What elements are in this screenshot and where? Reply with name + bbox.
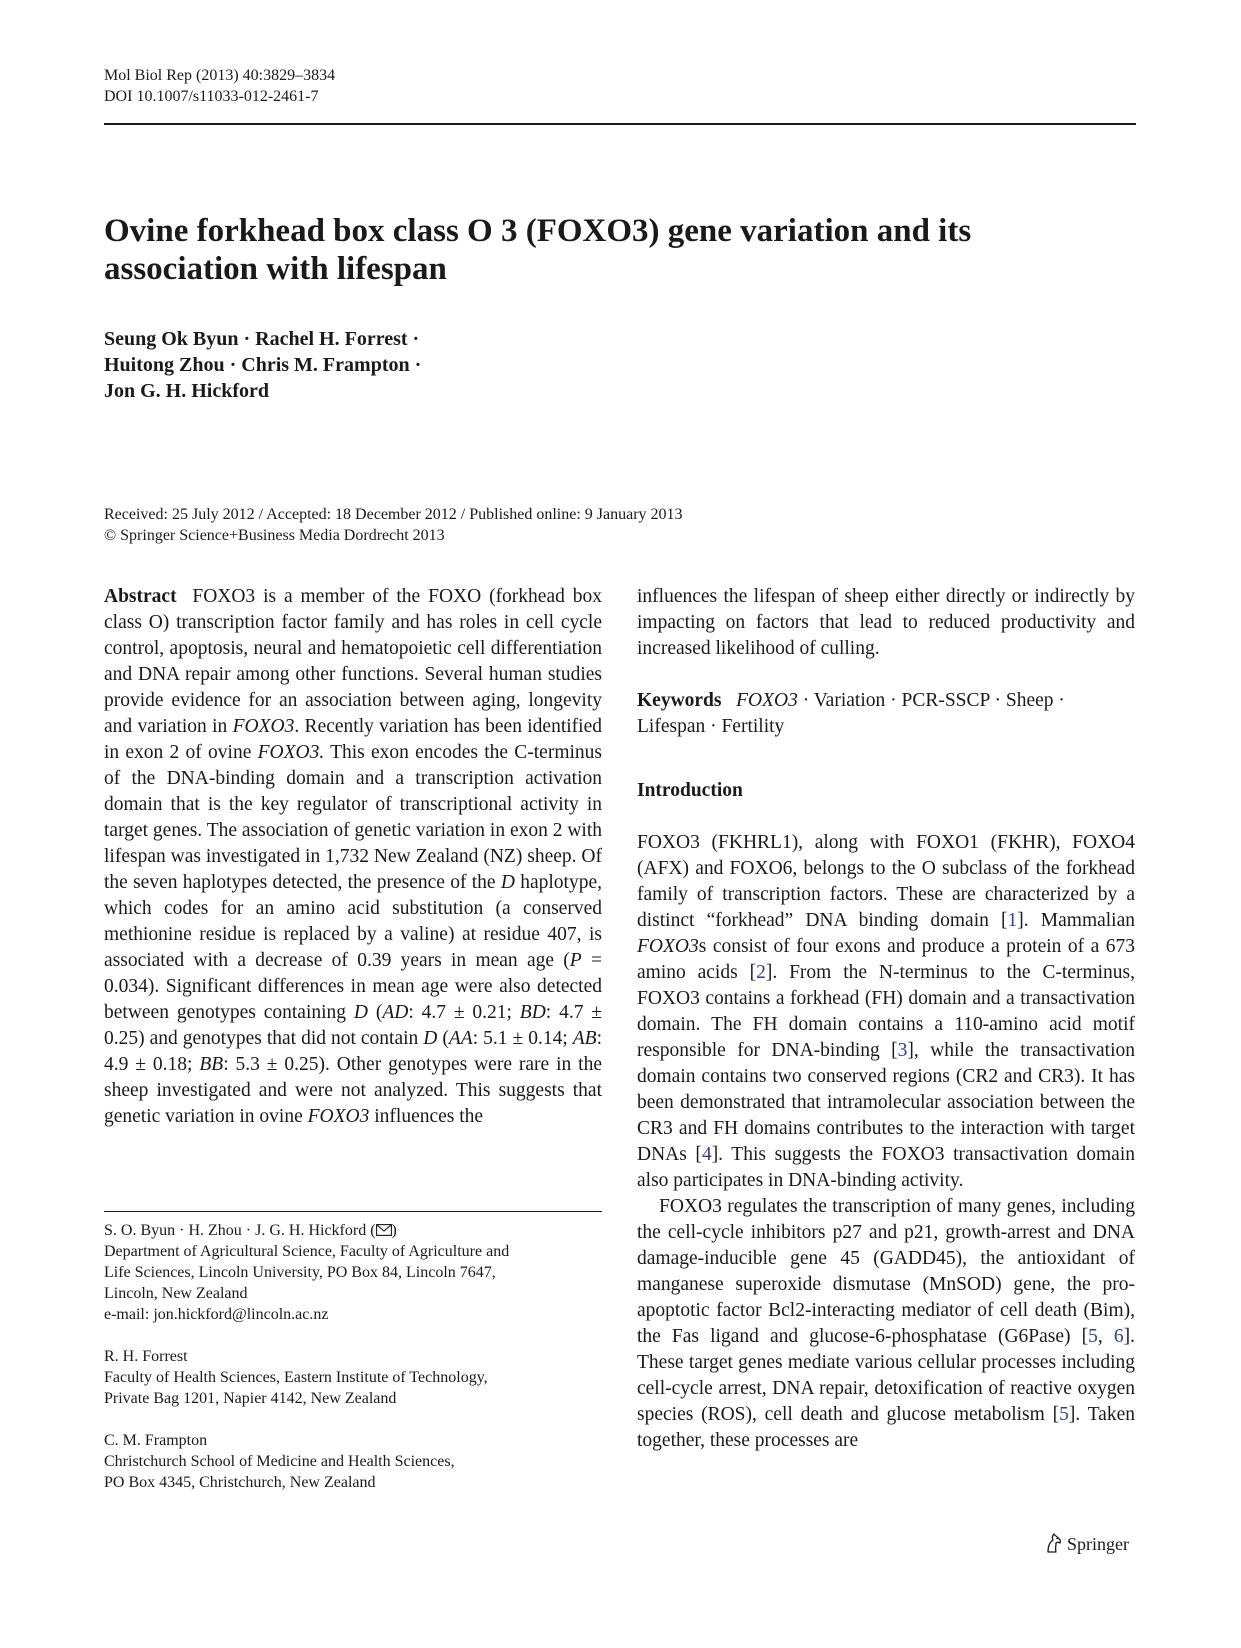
intro-paragraph-1: FOXO3 (FKHRL1), along with FOXO1 (FKHR), FOXO4 (AFX) and FOXO6, belongs to the O subclass of the forkhead family of transcription factors. These are characterized by a distinct “forkhead” DNA binding domain [1]. Mammalian FOXO3s consist of four exons and produce a protein of a 673 amino acids [2]. From the N-terminus to the C-terminus, FOXO3 contains a forkhead (FH) domain and a transactivation domain. The FH domain contains a 110-amino acid motif responsible for DNA-binding [3], while the transactivation domain contains two conserved regions (CR2 and CR3). It has been demonstrated that intramolecular association between the CR3 and FH domains contributes to the interaction with target DNAs [4]. This suggests the FOXO3 transactivation domain also participates in DNA-binding activity. — [637, 832, 1136, 1191]
author-line: Seung Ok Byun · Rachel H. Forrest · — [104, 328, 420, 350]
copyright: © Springer Science+Business Media Dordrecht 2013 — [104, 527, 445, 544]
email-link[interactable]: e-mail: jon.hickford@lincoln.ac.nz — [104, 1306, 329, 1323]
abstract-continued: influences the lifespan of sheep either directly or indirectly by impacting on factors that lead to reduced productivity and increased likelihood of culling. — [637, 586, 1135, 659]
affiliation-line: Life Sciences, Lincoln University, PO Box 84, Lincoln 7647, — [104, 1264, 496, 1281]
section-heading-introduction: Introduction — [637, 780, 743, 801]
right-column — [637, 584, 1135, 1454]
intro-paragraph-2: FOXO3 regulates the transcription of many genes, including the cell-cycle inhibitors p27 and p21, growth-arrest and DNA damage-inducible gene 45 (GADD45), the antioxidant of manganese superoxide dismutase (MnSOD) gene, the pro-apoptotic factor Bcl2-interacting mediator of cell death (Bim), the Fas ligand and glucose-6-phosphatase (G6Pase) [5, 6]. These target genes mediate various cellular processes including cell-cycle arrest, DNA repair, detoxification of reactive oxygen species (ROS), cell death and glucose metabolism [5]. Taken together, these processes are — [637, 1196, 1135, 1451]
affiliation-line: Christchurch School of Medicine and Health Sciences, — [104, 1453, 455, 1470]
citation-link[interactable]: 2 — [756, 962, 766, 983]
title-line-2: association with lifespan — [104, 251, 447, 287]
affiliation-line: Private Bag 1201, Napier 4142, New Zealand — [104, 1390, 397, 1407]
author-list — [104, 326, 421, 404]
left-column — [104, 584, 602, 1130]
abstract: Abstract FOXO3 is a member of the FOXO (forkhead box class O) transcription factor family and has roles in cell cycle control, apoptosis, neural and hematopoietic cell differentiation and DNA repair among other functions. Several human studies provide evidence for an association between aging, longevity and variation in FOXO3. Recently variation has been identified in exon 2 of ovine FOXO3. This exon encodes the C-terminus of the DNA-binding domain and a transcription activation domain that is the key regulator of transcriptional activity in target genes. The association of genetic variation in exon 2 with lifespan was investigated in 1,732 New Zealand (NZ) sheep. Of the seven haplotypes detected, the presence of the D haplotype, which codes for an amino acid substitution (a conserved methionine residue is replaced by a valine) at residue 407, is associated with a decrease of 0.39 years in mean age (P = 0.034). Significant differences in mean age were also detected between genotypes containing D (AD: 4.7 ± 0.21; BD: 4.7 ± 0.25) and genotypes that did not contain D (AA: 5.1 ± 0.14; AB: 4.9 ± 0.18; BB: 5.3 ± 0.25). Other genotypes were rare in the sheep investigated and were not analyzed. This suggests that genetic variation in ovine FOXO3 influences the — [104, 586, 603, 1127]
springer-horse-icon — [1044, 1532, 1064, 1554]
journal-header — [104, 65, 335, 107]
publication-dates — [104, 504, 683, 546]
history-dates: Received: 25 July 2012 / Accepted: 18 December 2012 / Published online: 9 January 2013 — [104, 506, 683, 523]
abstract-end: influences the — [369, 1106, 484, 1127]
affiliation-names: C. M. Frampton — [104, 1432, 208, 1449]
affiliation-line: PO Box 4345, Christchurch, New Zealand — [104, 1474, 376, 1491]
affiliation-names: S. O. Byun · H. Zhou · J. G. H. Hickford ( ) — [104, 1222, 397, 1239]
author-line: Jon G. H. Hickford — [104, 380, 270, 402]
title-line-1: Ovine forkhead box class O 3 (FOXO3) gene variation and its — [104, 213, 972, 249]
abstract-label: Abstract — [104, 586, 177, 607]
affiliations — [104, 1220, 602, 1514]
affiliation-line: Lincoln, New Zealand — [104, 1285, 248, 1302]
citation-link[interactable]: 3 — [897, 1040, 908, 1061]
affiliation-names: R. H. Forrest — [104, 1348, 188, 1365]
journal-citation: Mol Biol Rep (2013) 40:3829–3834 — [104, 67, 336, 84]
citation-link[interactable]: 5 — [1088, 1326, 1098, 1347]
citation-link[interactable]: 5 — [1059, 1404, 1069, 1425]
affiliation-block — [104, 1430, 602, 1493]
doi: DOI 10.1007/s11033-012-2461-7 — [104, 88, 319, 105]
publisher-footer — [1044, 1532, 1129, 1555]
keywords: Keywords FOXO3 · Variation · PCR-SSCP · Sheep · Lifespan · Fertility — [637, 690, 1065, 737]
keywords-label: Keywords — [637, 690, 722, 711]
citation-link[interactable]: 6 — [1113, 1326, 1124, 1347]
publisher-name: Springer — [1067, 1534, 1129, 1554]
paper-title — [104, 212, 1136, 288]
affiliation-block — [104, 1220, 602, 1325]
citation-link[interactable]: 4 — [701, 1144, 712, 1165]
affiliation-block — [104, 1346, 602, 1409]
citation-link[interactable]: 1 — [1007, 910, 1018, 931]
affiliation-rule — [104, 1211, 602, 1212]
envelope-icon — [376, 1224, 392, 1236]
header-rule — [104, 123, 1136, 125]
affiliation-line: Faculty of Health Sciences, Eastern Institute of Technology, — [104, 1369, 488, 1386]
author-line: Huitong Zhou · Chris M. Frampton · — [104, 354, 422, 376]
affiliation-line: Department of Agricultural Science, Faculty of Agriculture and — [104, 1243, 510, 1260]
